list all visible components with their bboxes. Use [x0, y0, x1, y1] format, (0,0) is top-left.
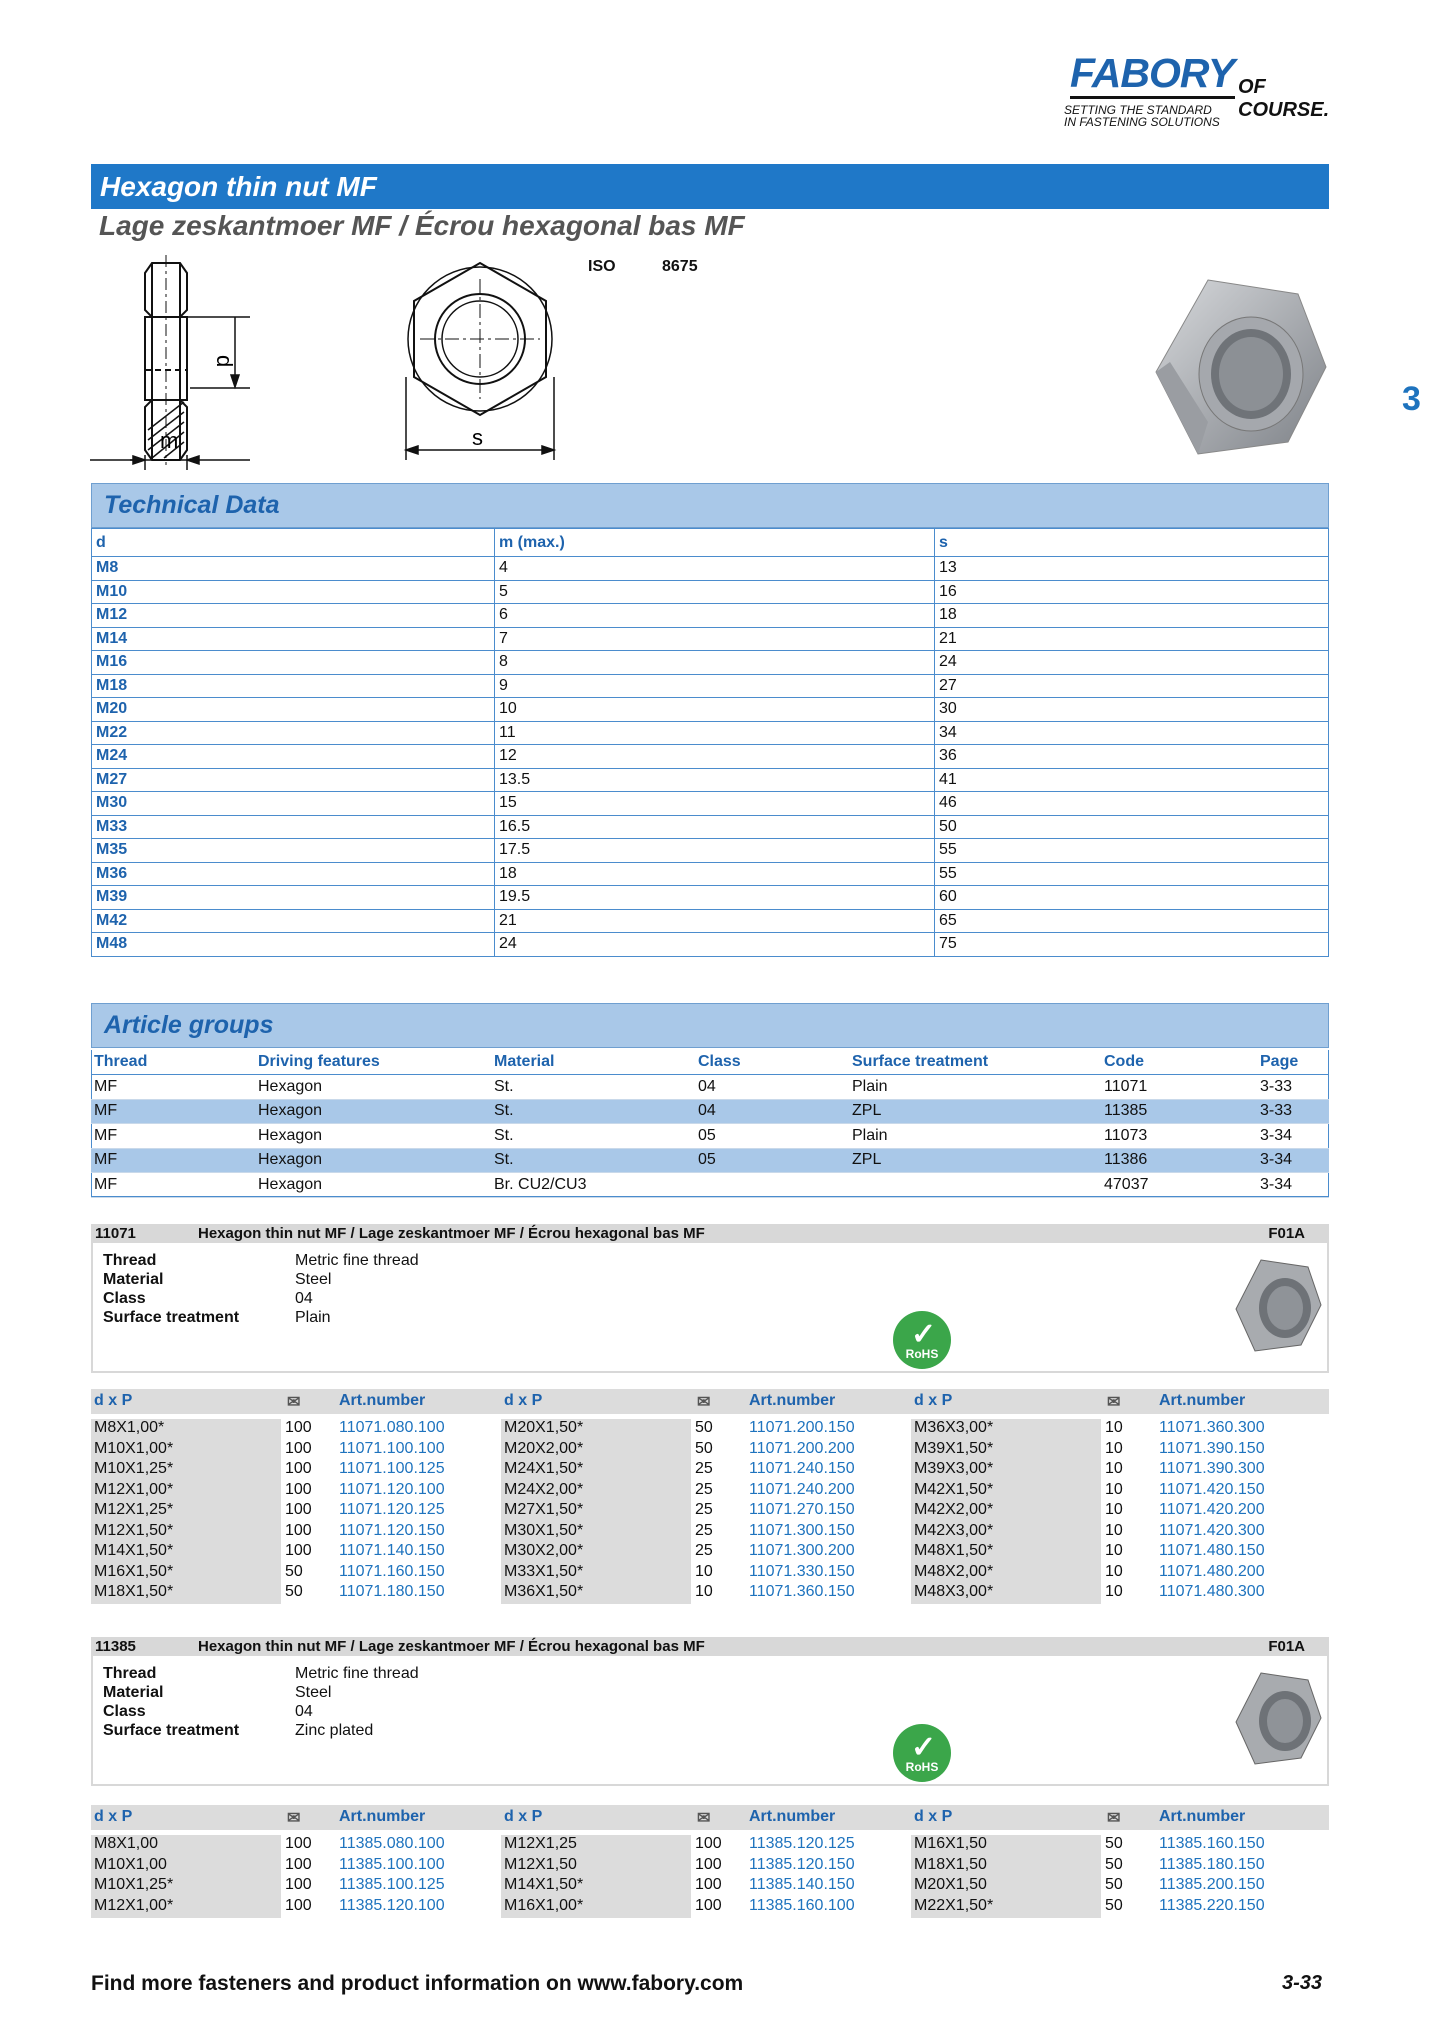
size-cell: M48X1,50* — [911, 1542, 1101, 1563]
size-cell: M36X3,00* — [911, 1419, 1101, 1440]
chapter-tab[interactable]: 3 — [1402, 380, 1421, 418]
article-number-link[interactable]: 11071.390.300 — [1159, 1460, 1265, 1477]
quantity-cell: 50 — [695, 1439, 713, 1457]
product-header-11385 — [91, 1637, 1329, 1656]
table-row[interactable] — [91, 1124, 1329, 1149]
table-row — [92, 933, 1329, 957]
table-row — [92, 674, 1329, 698]
table-cell: 34 — [935, 721, 1329, 745]
article-number-link[interactable]: 11385.220.150 — [1159, 1896, 1265, 1914]
technical-data-table — [91, 528, 1329, 957]
table-cell: 19.5 — [495, 886, 935, 910]
article-number-link[interactable]: 11071.420.300 — [1159, 1521, 1265, 1539]
table-cell: 05 — [695, 1124, 849, 1149]
table-row[interactable] — [91, 1099, 1329, 1124]
table-cell: MF — [91, 1148, 255, 1173]
quantity-cell: 50 — [1105, 1876, 1123, 1893]
size-cell: M48X2,00* — [911, 1563, 1101, 1584]
article-groups-heading: Article groups — [91, 1003, 1329, 1048]
size-cell: M48X3,00* — [911, 1583, 1101, 1604]
size-cell: M18X1,50 — [911, 1856, 1101, 1877]
table-cell: 16.5 — [495, 815, 935, 839]
table-cell: M42 — [92, 909, 495, 933]
quantity-cell: 100 — [285, 1835, 312, 1852]
size-cell: M8X1,00 — [91, 1835, 281, 1856]
table-cell: 11385 — [1101, 1099, 1257, 1124]
size-cell: M16X1,50 — [911, 1835, 1101, 1856]
table-cell: 65 — [935, 909, 1329, 933]
table-header-row — [92, 529, 1329, 557]
table-cell: Hexagon — [255, 1173, 491, 1198]
quantity-cell: 100 — [285, 1855, 312, 1873]
logo-tagline: SETTING THE STANDARD IN FASTENING SOLUTIONS — [1064, 103, 1220, 129]
table-cell: M30 — [92, 792, 495, 816]
quantity-cell: 50 — [1105, 1896, 1123, 1914]
product-title: Hexagon thin nut MF / Lage zeskantmoer MF / Écrou hexagonal bas MF — [198, 1638, 705, 1655]
table-cell: Plain — [849, 1124, 1101, 1149]
size-cell: M12X1,50* — [91, 1522, 281, 1543]
article-number-link[interactable]: 11385.180.150 — [1159, 1855, 1265, 1873]
quantity-cell: 10 — [1105, 1583, 1123, 1600]
table-cell: 8 — [495, 651, 935, 675]
size-cell: M8X1,00* — [91, 1419, 281, 1440]
table-cell: 11 — [495, 721, 935, 745]
table-cell: 5 — [495, 580, 935, 604]
quantity-cell: 100 — [285, 1542, 312, 1559]
quantity-cell: 100 — [695, 1876, 722, 1893]
table-cell: M39 — [92, 886, 495, 910]
table-cell: 9 — [495, 674, 935, 698]
logo-underline — [1070, 96, 1235, 99]
quantity-cell: 25 — [695, 1542, 713, 1559]
article-number-link[interactable]: 11071.360.300 — [1159, 1419, 1265, 1436]
front-view-drawing — [400, 255, 560, 465]
table-row — [92, 815, 1329, 839]
quantity-cell: 10 — [1105, 1480, 1123, 1498]
article-number-link[interactable]: 11071.180.150 — [339, 1583, 445, 1600]
article-grid-11385 — [91, 1835, 1329, 1925]
table-cell: M36 — [92, 862, 495, 886]
article-grid-header-11071: d x P ✉ Art.number d x P ✉ Art.number d x P ✉ Art.number — [91, 1389, 1329, 1414]
logo-brand: FABORY — [1070, 50, 1235, 96]
product-header-11071 — [91, 1224, 1329, 1243]
table-row — [92, 745, 1329, 769]
rohs-badge: ✓ RoHS — [893, 1724, 951, 1782]
size-cell: M20X1,50* — [501, 1419, 691, 1440]
table-cell: 3-34 — [1257, 1124, 1329, 1149]
article-number-link[interactable]: 11385.160.150 — [1159, 1835, 1265, 1852]
table-cell: 6 — [495, 604, 935, 628]
table-cell: 55 — [935, 839, 1329, 863]
table-cell: 04 — [695, 1075, 849, 1100]
size-cell: M12X1,25* — [91, 1501, 281, 1522]
table-row — [92, 839, 1329, 863]
quantity-cell: 10 — [1105, 1460, 1123, 1477]
technical-data-heading: Technical Data — [91, 483, 1329, 528]
nut-photo — [1148, 272, 1328, 462]
table-cell: Hexagon — [255, 1124, 491, 1149]
table-cell: 24 — [495, 933, 935, 957]
table-row — [92, 651, 1329, 675]
size-cell: M12X1,25 — [501, 1835, 691, 1856]
article-number-link[interactable]: 11071.100.100 — [339, 1439, 445, 1457]
table-cell: 41 — [935, 768, 1329, 792]
size-cell: M12X1,50 — [501, 1856, 691, 1877]
table-row — [92, 557, 1329, 581]
table-cell: 04 — [695, 1099, 849, 1124]
mail-icon: ✉ — [1107, 1394, 1121, 1411]
quantity-cell: 100 — [285, 1501, 312, 1518]
quantity-cell: 100 — [285, 1460, 312, 1477]
table-cell: 27 — [935, 674, 1329, 698]
article-number-link[interactable]: 11071.200.200 — [749, 1439, 855, 1457]
size-cell: M30X2,00* — [501, 1542, 691, 1563]
table-cell: St. — [491, 1075, 695, 1100]
side-view-drawing — [90, 255, 250, 470]
table-cell: 3-33 — [1257, 1099, 1329, 1124]
mail-icon: ✉ — [697, 1394, 711, 1411]
article-grid-header-11385: d x P ✉ Art.number d x P ✉ Art.number d x P ✉ Art.number — [91, 1805, 1329, 1830]
nut-thumbnail — [1233, 1668, 1323, 1768]
size-cell: M30X1,50* — [501, 1522, 691, 1543]
table-cell: M18 — [92, 674, 495, 698]
table-cell: MF — [91, 1099, 255, 1124]
table-cell: 7 — [495, 627, 935, 651]
article-grid-11071 — [91, 1419, 1329, 1609]
table-cell: M8 — [92, 557, 495, 581]
product-specs: Thread Metric fine thread Material Steel Class 04 Surface treatment Zinc plated — [103, 1665, 419, 1739]
table-cell: Plain — [849, 1075, 1101, 1100]
drawing-label-d: d — [212, 355, 237, 368]
quantity-cell: 10 — [1105, 1542, 1123, 1559]
column-header: Driving features — [255, 1050, 491, 1075]
article-number-link[interactable]: 11071.480.200 — [1159, 1562, 1265, 1580]
article-number-link[interactable]: 11071.120.125 — [339, 1501, 445, 1518]
article-number-link[interactable]: 11071.120.150 — [339, 1521, 445, 1539]
table-cell: M48 — [92, 933, 495, 957]
article-number-link[interactable]: 11385.120.125 — [749, 1835, 855, 1852]
size-cell: M10X1,25* — [91, 1876, 281, 1897]
table-cell: ZPL — [849, 1148, 1101, 1173]
table-cell: 60 — [935, 886, 1329, 910]
article-number-link[interactable]: 11071.420.150 — [1159, 1480, 1265, 1498]
quantity-cell: 10 — [695, 1583, 713, 1600]
table-cell: 11386 — [1101, 1148, 1257, 1173]
table-row[interactable] — [91, 1075, 1329, 1100]
article-number-link[interactable]: 11071.330.150 — [749, 1562, 855, 1580]
table-cell: M14 — [92, 627, 495, 651]
size-cell: M16X1,00* — [501, 1897, 691, 1918]
size-cell: M14X1,50* — [91, 1542, 281, 1563]
size-cell: M20X1,50 — [911, 1876, 1101, 1897]
article-number-link[interactable]: 11071.300.200 — [749, 1542, 855, 1559]
size-cell: M42X2,00* — [911, 1501, 1101, 1522]
product-code[interactable]: 11385 — [95, 1638, 136, 1655]
quantity-cell: 100 — [285, 1521, 312, 1539]
article-number-link[interactable]: 11071.480.150 — [1159, 1542, 1265, 1559]
article-number-link[interactable]: 11071.200.150 — [749, 1419, 855, 1436]
article-number-link[interactable]: 11385.120.150 — [749, 1855, 855, 1873]
product-grade: F01A — [1268, 1225, 1305, 1242]
article-number-link[interactable]: 11071.140.150 — [339, 1542, 445, 1559]
table-cell: 11071 — [1101, 1075, 1257, 1100]
quantity-cell: 100 — [285, 1896, 312, 1914]
quantity-cell: 50 — [1105, 1855, 1123, 1873]
table-cell: 18 — [495, 862, 935, 886]
page-title: Hexagon thin nut MF — [91, 164, 1329, 209]
footer-link[interactable]: Find more fasteners and product information on www.fabory.com — [91, 1972, 744, 1995]
article-number-link[interactable]: 11385.100.100 — [339, 1855, 445, 1873]
table-cell: 3-34 — [1257, 1173, 1329, 1198]
standard-label: ISO — [588, 258, 616, 275]
quantity-cell: 10 — [1105, 1562, 1123, 1580]
size-cell: M12X1,00* — [91, 1897, 281, 1918]
table-cell: 16 — [935, 580, 1329, 604]
table-row — [92, 768, 1329, 792]
column-header: Thread — [91, 1050, 255, 1075]
quantity-cell: 10 — [1105, 1419, 1123, 1436]
quantity-cell: 25 — [695, 1501, 713, 1518]
size-cell: M42X1,50* — [911, 1481, 1101, 1502]
size-cell: M24X2,00* — [501, 1481, 691, 1502]
table-cell: M33 — [92, 815, 495, 839]
drawing-label-s: s — [472, 425, 483, 450]
mail-icon: ✉ — [287, 1810, 301, 1827]
table-cell: 50 — [935, 815, 1329, 839]
table-cell: 55 — [935, 862, 1329, 886]
table-cell: M24 — [92, 745, 495, 769]
quantity-cell: 50 — [1105, 1835, 1123, 1852]
quantity-cell: 100 — [695, 1855, 722, 1873]
quantity-cell: 100 — [285, 1439, 312, 1457]
table-cell: 4 — [495, 557, 935, 581]
table-cell: 3-34 — [1257, 1148, 1329, 1173]
table-cell: MF — [91, 1075, 255, 1100]
table-cell: 05 — [695, 1148, 849, 1173]
size-cell: M16X1,50* — [91, 1563, 281, 1584]
article-number-link[interactable]: 11071.240.150 — [749, 1460, 855, 1477]
column-header: Page — [1257, 1050, 1329, 1075]
article-number-link[interactable]: 11385.080.100 — [339, 1835, 445, 1852]
table-cell: Hexagon — [255, 1148, 491, 1173]
article-number-link[interactable]: 11071.480.300 — [1159, 1583, 1265, 1600]
size-cell: M24X1,50* — [501, 1460, 691, 1481]
article-number-link[interactable]: 11071.120.100 — [339, 1480, 445, 1498]
table-cell: M20 — [92, 698, 495, 722]
article-number-link[interactable]: 11071.420.200 — [1159, 1501, 1265, 1518]
quantity-cell: 100 — [695, 1896, 722, 1914]
table-cell: Hexagon — [255, 1099, 491, 1124]
table-cell: 15 — [495, 792, 935, 816]
mail-icon: ✉ — [287, 1394, 301, 1411]
table-cell: 75 — [935, 933, 1329, 957]
size-cell: M18X1,50* — [91, 1583, 281, 1604]
table-cell: St. — [491, 1148, 695, 1173]
quantity-cell: 50 — [285, 1562, 303, 1580]
quantity-cell: 50 — [285, 1583, 303, 1600]
table-row[interactable] — [91, 1148, 1329, 1173]
quantity-cell: 10 — [1105, 1439, 1123, 1457]
column-header: Class — [695, 1050, 849, 1075]
size-cell: M20X2,00* — [501, 1440, 691, 1461]
check-icon: ✓ — [911, 1731, 937, 1764]
quantity-cell: 10 — [1105, 1501, 1123, 1518]
table-cell: M10 — [92, 580, 495, 604]
product-details-11385 — [91, 1656, 1329, 1786]
product-title: Hexagon thin nut MF / Lage zeskantmoer MF / Écrou hexagonal bas MF — [198, 1225, 705, 1242]
article-number-link[interactable]: 11071.270.150 — [749, 1501, 855, 1518]
table-cell: 12 — [495, 745, 935, 769]
table-row — [92, 862, 1329, 886]
column-header: m (max.) — [495, 529, 935, 557]
size-cell: M10X1,00* — [91, 1440, 281, 1461]
quantity-cell: 100 — [695, 1835, 722, 1852]
column-header: d — [92, 529, 495, 557]
column-header: Material — [491, 1050, 695, 1075]
quantity-cell: 50 — [695, 1419, 713, 1436]
quantity-cell: 25 — [695, 1521, 713, 1539]
table-cell: M16 — [92, 651, 495, 675]
table-cell: 21 — [935, 627, 1329, 651]
quantity-cell: 25 — [695, 1460, 713, 1477]
article-number-link[interactable]: 11071.240.200 — [749, 1480, 855, 1498]
page-number: 3-33 — [1282, 1972, 1323, 1994]
article-number-link[interactable]: 11071.100.125 — [339, 1460, 445, 1477]
table-cell: 10 — [495, 698, 935, 722]
quantity-cell: 100 — [285, 1480, 312, 1498]
nut-thumbnail — [1233, 1255, 1323, 1355]
table-row[interactable] — [91, 1173, 1329, 1198]
table-cell: M12 — [92, 604, 495, 628]
table-header-row — [91, 1050, 1329, 1075]
table-row — [92, 886, 1329, 910]
column-header: Surface treatment — [849, 1050, 1101, 1075]
check-icon: ✓ — [911, 1318, 937, 1351]
mail-icon: ✉ — [697, 1810, 711, 1827]
product-grade: F01A — [1268, 1638, 1305, 1655]
product-code[interactable]: 11071 — [95, 1225, 136, 1242]
size-cell: M36X1,50* — [501, 1583, 691, 1604]
size-cell: M12X1,00* — [91, 1481, 281, 1502]
article-number-link[interactable]: 11071.160.150 — [339, 1562, 445, 1580]
table-cell: 13.5 — [495, 768, 935, 792]
article-number-link[interactable]: 11071.080.100 — [339, 1419, 445, 1436]
table-row — [92, 909, 1329, 933]
table-cell — [849, 1173, 1101, 1198]
size-cell: M14X1,50* — [501, 1876, 691, 1897]
standard-number: 8675 — [662, 258, 698, 275]
page-subtitle: Lage zeskantmoer MF / Écrou hexagonal bas MF — [99, 210, 745, 241]
quantity-cell: 100 — [285, 1419, 312, 1436]
table-cell: St. — [491, 1099, 695, 1124]
table-row — [92, 792, 1329, 816]
table-cell: MF — [91, 1173, 255, 1198]
size-cell: M10X1,25* — [91, 1460, 281, 1481]
table-cell: 36 — [935, 745, 1329, 769]
article-number-link[interactable]: 11385.200.150 — [1159, 1876, 1265, 1893]
size-cell: M22X1,50* — [911, 1897, 1101, 1918]
table-cell — [695, 1173, 849, 1198]
quantity-cell: 100 — [285, 1876, 312, 1893]
table-row — [92, 698, 1329, 722]
drawing-label-m: m — [160, 428, 179, 453]
quantity-cell: 10 — [1105, 1521, 1123, 1539]
size-cell: M39X3,00* — [911, 1460, 1101, 1481]
column-header: Code — [1101, 1050, 1257, 1075]
table-cell: Br. CU2/CU3 — [491, 1173, 695, 1198]
size-cell: M42X3,00* — [911, 1522, 1101, 1543]
logo-slogan: OF COURSE. — [1238, 76, 1330, 121]
article-number-link[interactable]: 11385.120.100 — [339, 1896, 445, 1914]
size-cell: M33X1,50* — [501, 1563, 691, 1584]
quantity-cell: 25 — [695, 1480, 713, 1498]
size-cell: M27X1,50* — [501, 1501, 691, 1522]
table-cell: M22 — [92, 721, 495, 745]
size-cell: M10X1,00 — [91, 1856, 281, 1877]
mail-icon: ✉ — [1107, 1810, 1121, 1827]
table-row — [92, 580, 1329, 604]
table-cell: M27 — [92, 768, 495, 792]
size-cell: M39X1,50* — [911, 1440, 1101, 1461]
table-cell: MF — [91, 1124, 255, 1149]
product-specs: Thread Metric fine thread Material Steel Class 04 Surface treatment Plain — [103, 1252, 419, 1326]
table-row — [92, 627, 1329, 651]
rohs-badge: ✓ RoHS — [893, 1311, 951, 1369]
article-number-link[interactable]: 11071.300.150 — [749, 1521, 855, 1539]
table-cell: 18 — [935, 604, 1329, 628]
article-number-link[interactable]: 11071.360.150 — [749, 1583, 855, 1600]
article-number-link[interactable]: 11385.160.100 — [749, 1896, 855, 1914]
article-number-link[interactable]: 11385.100.125 — [339, 1876, 445, 1893]
table-cell: 13 — [935, 557, 1329, 581]
quantity-cell: 10 — [695, 1562, 713, 1580]
table-cell: 11073 — [1101, 1124, 1257, 1149]
fabory-logo — [1060, 50, 1360, 140]
table-cell: 24 — [935, 651, 1329, 675]
table-row — [92, 721, 1329, 745]
table-cell: ZPL — [849, 1099, 1101, 1124]
table-cell: Hexagon — [255, 1075, 491, 1100]
table-cell: M35 — [92, 839, 495, 863]
article-number-link[interactable]: 11385.140.150 — [749, 1876, 855, 1893]
table-cell: 46 — [935, 792, 1329, 816]
table-cell: 30 — [935, 698, 1329, 722]
table-cell: 21 — [495, 909, 935, 933]
column-header: s — [935, 529, 1329, 557]
table-cell: 17.5 — [495, 839, 935, 863]
table-cell: St. — [491, 1124, 695, 1149]
table-cell: 47037 — [1101, 1173, 1257, 1198]
product-details-11071 — [91, 1243, 1329, 1373]
table-row — [92, 604, 1329, 628]
article-number-link[interactable]: 11071.390.150 — [1159, 1439, 1265, 1457]
table-cell: 3-33 — [1257, 1075, 1329, 1100]
article-groups-table — [91, 1050, 1329, 1198]
